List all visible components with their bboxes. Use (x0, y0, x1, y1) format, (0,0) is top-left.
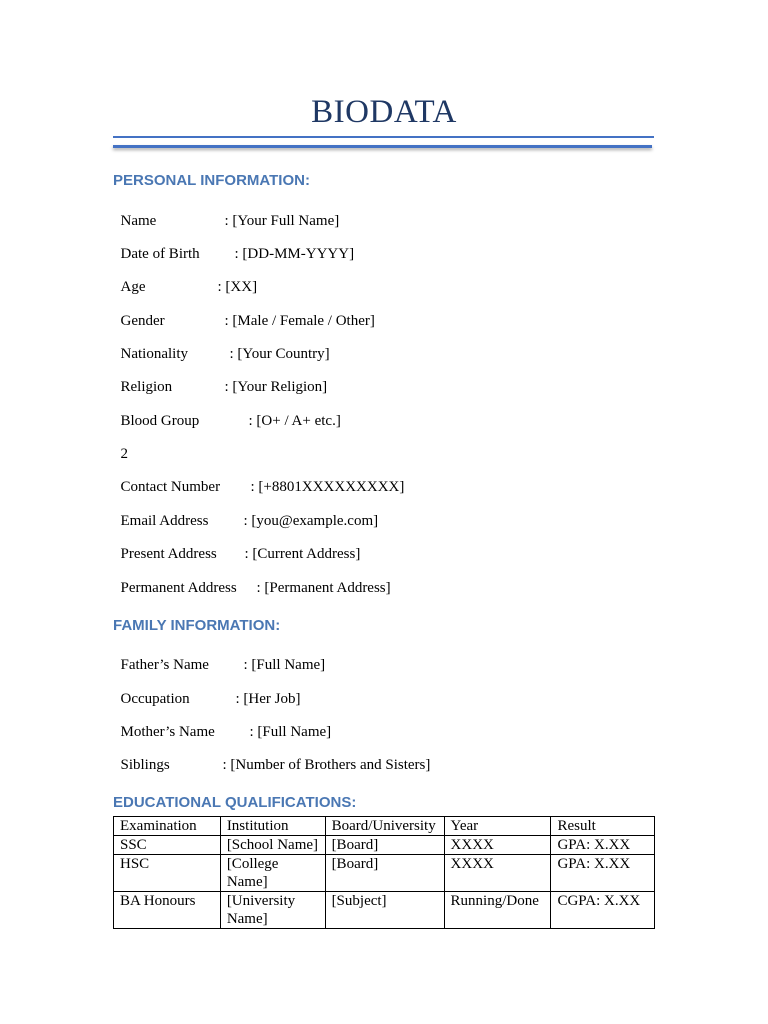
table-cell: HSC (114, 855, 221, 892)
field-row (113, 396, 341, 430)
field-row (113, 362, 327, 396)
field-value: : [Current Address] (244, 546, 361, 562)
field-label: Religion (120, 379, 173, 395)
field-row (113, 640, 325, 674)
education-table (113, 816, 655, 929)
field-value: : [Male / Female / Other] (224, 313, 375, 329)
field-value: : [XX] (217, 279, 258, 295)
document-title: BIODATA (311, 94, 457, 130)
field-label: 2 (120, 446, 128, 462)
table-header-row (114, 817, 655, 836)
table-cell: XXXX (444, 836, 551, 855)
table-cell: [College Name] (220, 855, 325, 892)
field-label: Siblings (120, 757, 170, 773)
table-header-cell: Institution (220, 817, 325, 836)
field-value: : [DD-MM-YYYY] (234, 246, 355, 262)
field-row (113, 296, 375, 330)
table-cell: Running/Done (444, 892, 551, 929)
family-info-heading: FAMILY INFORMATION: (113, 617, 281, 634)
table-row (114, 836, 655, 855)
personal-info-heading: PERSONAL INFORMATION: (113, 172, 310, 189)
table-cell: CGPA: X.XX (551, 892, 655, 929)
field-row (113, 262, 257, 296)
table-cell: XXXX (444, 855, 551, 892)
field-row (113, 563, 391, 597)
field-value: : [Full Name] (249, 724, 332, 740)
title-underline-shadow (113, 145, 652, 148)
field-row (113, 196, 339, 230)
field-value: : [Full Name] (243, 657, 326, 673)
table-row (114, 855, 655, 892)
table-cell: [Board] (325, 855, 444, 892)
table-header-cell: Result (551, 817, 655, 836)
table-header-cell: Board/University (325, 817, 444, 836)
field-value: : [Your Country] (229, 346, 330, 362)
table-header-cell: Year (444, 817, 551, 836)
field-label: Nationality (120, 346, 188, 362)
field-value: : [Number of Brothers and Sisters] (222, 757, 431, 773)
field-label: Contact Number (120, 479, 221, 495)
field-label: Age (120, 279, 146, 295)
field-label: Gender (120, 313, 165, 329)
field-row (113, 496, 378, 530)
field-label: Email Address (120, 513, 209, 529)
field-label: Name (120, 213, 157, 229)
field-label: Date of Birth (120, 246, 200, 262)
table-cell: BA Honours (114, 892, 221, 929)
field-row (113, 674, 300, 708)
field-value: : [Her Job] (235, 691, 301, 707)
field-value: : [Your Full Name] (224, 213, 340, 229)
table-cell: [Subject] (325, 892, 444, 929)
field-row (113, 462, 404, 496)
field-label: Present Address (120, 546, 217, 562)
table-cell: SSC (114, 836, 221, 855)
field-label: Father’s Name (120, 657, 209, 673)
field-value: : [you@example.com] (243, 513, 379, 529)
table-cell: [University Name] (220, 892, 325, 929)
field-row (113, 329, 330, 363)
field-value: : [+8801XXXXXXXXX] (250, 479, 405, 495)
title-underline (113, 136, 654, 138)
table-cell: GPA: X.XX (551, 855, 655, 892)
field-row (113, 229, 354, 263)
table-header-cell: Examination (114, 817, 221, 836)
education-heading: EDUCATIONAL QUALIFICATIONS: (113, 794, 357, 811)
table-cell: [Board] (325, 836, 444, 855)
table-cell: [School Name] (220, 836, 325, 855)
field-label: Blood Group (120, 413, 200, 429)
field-row (113, 529, 360, 563)
field-label: Permanent Address (120, 580, 237, 596)
field-label: Mother’s Name (120, 724, 215, 740)
table-row (114, 892, 655, 929)
field-label: Occupation (120, 691, 190, 707)
field-value: : [Your Religion] (224, 379, 328, 395)
field-value: : [O+ / A+ etc.] (248, 413, 341, 429)
field-value: : [Permanent Address] (256, 580, 391, 596)
field-row (113, 740, 430, 774)
field-row (113, 707, 331, 741)
table-cell: GPA: X.XX (551, 836, 655, 855)
stray-text (113, 429, 128, 463)
